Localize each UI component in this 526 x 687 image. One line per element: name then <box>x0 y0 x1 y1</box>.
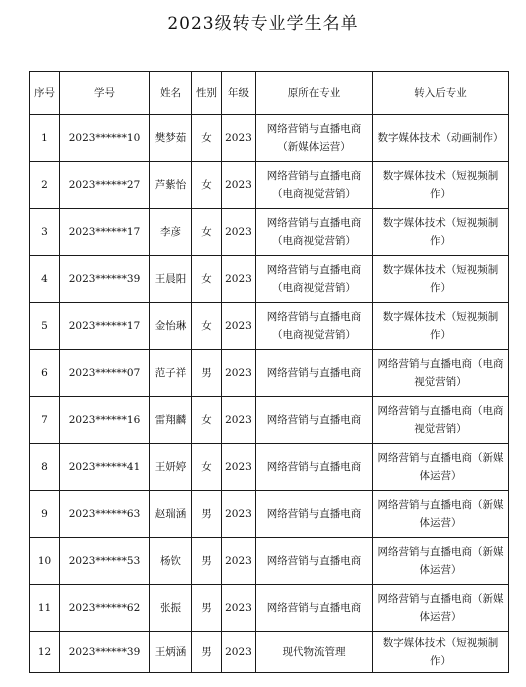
cell-gender: 女 <box>192 256 222 303</box>
cell-grade: 2023 <box>222 162 256 209</box>
cell-original-major: 现代物流管理 <box>256 632 373 673</box>
table-row <box>30 350 509 397</box>
cell-student-id: 2023******39 <box>60 632 150 673</box>
cell-new-major: 网络营销与直播电商（新媒体运营） <box>373 444 509 491</box>
cell-gender: 男 <box>192 632 222 673</box>
cell-no: 7 <box>30 397 60 444</box>
cell-gender: 男 <box>192 491 222 538</box>
cell-new-major: 数字媒体技术（短视频制作） <box>373 209 509 256</box>
cell-original-major: 网络营销与直播电商 <box>256 444 373 491</box>
cell-grade: 2023 <box>222 397 256 444</box>
cell-grade: 2023 <box>222 209 256 256</box>
table-row <box>30 538 509 585</box>
cell-new-major: 数字媒体技术（动画制作） <box>373 115 509 162</box>
cell-original-major: 网络营销与直播电商 <box>256 538 373 585</box>
header-no: 序号 <box>30 72 60 115</box>
cell-grade: 2023 <box>222 115 256 162</box>
header-grade: 年级 <box>222 72 256 115</box>
cell-name: 王妍婷 <box>150 444 192 491</box>
cell-no: 6 <box>30 350 60 397</box>
cell-student-id: 2023******10 <box>60 115 150 162</box>
cell-name: 雷翔麟 <box>150 397 192 444</box>
cell-new-major: 数字媒体技术（短视频制作） <box>373 162 509 209</box>
cell-grade: 2023 <box>222 538 256 585</box>
cell-gender: 女 <box>192 162 222 209</box>
table-row <box>30 444 509 491</box>
cell-new-major: 网络营销与直播电商（电商视觉营销） <box>373 397 509 444</box>
cell-student-id: 2023******62 <box>60 585 150 632</box>
cell-gender: 女 <box>192 444 222 491</box>
table-row <box>30 303 509 350</box>
cell-gender: 男 <box>192 585 222 632</box>
table-row <box>30 397 509 444</box>
cell-no: 5 <box>30 303 60 350</box>
cell-no: 12 <box>30 632 60 673</box>
cell-no: 9 <box>30 491 60 538</box>
cell-no: 4 <box>30 256 60 303</box>
cell-original-major: 网络营销与直播电商 <box>256 397 373 444</box>
cell-no: 3 <box>30 209 60 256</box>
cell-grade: 2023 <box>222 585 256 632</box>
cell-new-major: 数字媒体技术（短视频制作） <box>373 632 509 673</box>
cell-grade: 2023 <box>222 491 256 538</box>
cell-gender: 女 <box>192 303 222 350</box>
cell-name: 杨钦 <box>150 538 192 585</box>
cell-student-id: 2023******39 <box>60 256 150 303</box>
cell-name: 王晨阳 <box>150 256 192 303</box>
cell-student-id: 2023******27 <box>60 162 150 209</box>
cell-new-major: 数字媒体技术（短视频制作） <box>373 303 509 350</box>
table-row <box>30 585 509 632</box>
table-row <box>30 162 509 209</box>
table-row <box>30 209 509 256</box>
cell-student-id: 2023******16 <box>60 397 150 444</box>
cell-name: 芦紫怡 <box>150 162 192 209</box>
cell-gender: 男 <box>192 538 222 585</box>
cell-name: 樊梦茹 <box>150 115 192 162</box>
cell-name: 王炳涵 <box>150 632 192 673</box>
cell-student-id: 2023******41 <box>60 444 150 491</box>
cell-new-major: 网络营销与直播电商（新媒体运营） <box>373 585 509 632</box>
cell-student-id: 2023******07 <box>60 350 150 397</box>
cell-original-major: 网络营销与直播电商 <box>256 350 373 397</box>
cell-original-major: 网络营销与直播电商（新媒体运营） <box>256 115 373 162</box>
page-title: 2023级转专业学生名单 <box>167 14 359 34</box>
cell-student-id: 2023******17 <box>60 209 150 256</box>
table-row <box>30 115 509 162</box>
cell-name: 张振 <box>150 585 192 632</box>
header-new-major: 转入后专业 <box>373 72 509 115</box>
cell-new-major: 网络营销与直播电商（电商视觉营销） <box>373 350 509 397</box>
table-row <box>30 632 509 673</box>
cell-grade: 2023 <box>222 350 256 397</box>
cell-name: 李彦 <box>150 209 192 256</box>
cell-student-id: 2023******63 <box>60 491 150 538</box>
cell-gender: 女 <box>192 115 222 162</box>
header-name: 姓名 <box>150 72 192 115</box>
cell-student-id: 2023******17 <box>60 303 150 350</box>
header-student-id: 学号 <box>60 72 150 115</box>
cell-name: 赵瑞涵 <box>150 491 192 538</box>
cell-name: 金怡琳 <box>150 303 192 350</box>
cell-grade: 2023 <box>222 303 256 350</box>
cell-grade: 2023 <box>222 256 256 303</box>
cell-name: 范子祥 <box>150 350 192 397</box>
cell-original-major: 网络营销与直播电商 <box>256 585 373 632</box>
cell-original-major: 网络营销与直播电商 <box>256 491 373 538</box>
table-row <box>30 491 509 538</box>
cell-new-major: 网络营销与直播电商（新媒体运营） <box>373 538 509 585</box>
transfer-student-table <box>29 71 509 673</box>
header-original-major: 原所在专业 <box>256 72 373 115</box>
cell-grade: 2023 <box>222 444 256 491</box>
cell-original-major: 网络营销与直播电商（电商视觉营销） <box>256 256 373 303</box>
table-row <box>30 256 509 303</box>
cell-no: 1 <box>30 115 60 162</box>
cell-no: 2 <box>30 162 60 209</box>
cell-original-major: 网络营销与直播电商（电商视觉营销） <box>256 162 373 209</box>
cell-student-id: 2023******53 <box>60 538 150 585</box>
cell-new-major: 数字媒体技术（短视频制作） <box>373 256 509 303</box>
cell-original-major: 网络营销与直播电商（电商视觉营销） <box>256 303 373 350</box>
cell-no: 8 <box>30 444 60 491</box>
cell-gender: 男 <box>192 350 222 397</box>
cell-new-major: 网络营销与直播电商（新媒体运营） <box>373 491 509 538</box>
header-gender: 性别 <box>192 72 222 115</box>
cell-original-major: 网络营销与直播电商（电商视觉营销） <box>256 209 373 256</box>
cell-gender: 女 <box>192 209 222 256</box>
cell-no: 10 <box>30 538 60 585</box>
table-header-row <box>30 72 509 115</box>
cell-grade: 2023 <box>222 632 256 673</box>
cell-no: 11 <box>30 585 60 632</box>
cell-gender: 女 <box>192 397 222 444</box>
